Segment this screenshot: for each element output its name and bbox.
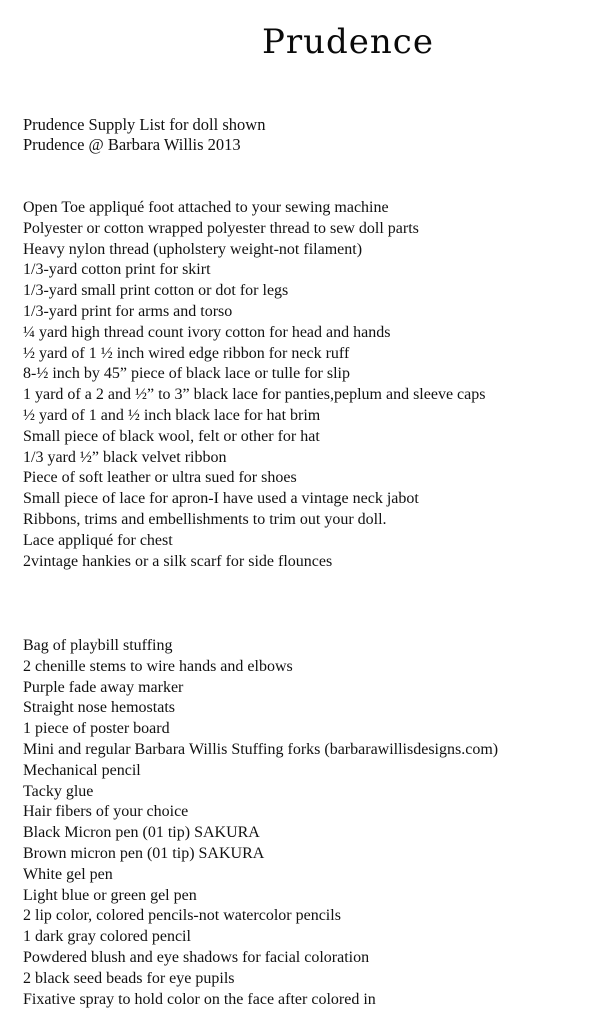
supply-item: ½ yard of 1 and ½ inch black lace for hat brim bbox=[23, 406, 321, 424]
supply-item: Bag of playbill stuffing bbox=[23, 637, 173, 654]
supply-item: Piece of soft leather or ultra sued for shoes bbox=[23, 469, 297, 487]
supply-item: 1 yard of a 2 and ½” to 3” black lace for panties,peplum and sleeve caps bbox=[23, 386, 486, 404]
supply-item: 2 lip color, colored pencils-not watercolor pencils bbox=[23, 907, 341, 925]
tool-supply-list bbox=[23, 636, 498, 1010]
supply-item: 8-½ inch by 45” piece of black lace or tulle for slip bbox=[23, 365, 350, 383]
supply-item: Mini and regular Barbara Willis Stuffing forks (barbarawillisdesigns.com) bbox=[23, 740, 499, 758]
header-line-copyright: Prudence @ Barbara Willis 2013 bbox=[23, 135, 241, 154]
supply-item: Mechanical pencil bbox=[23, 761, 141, 779]
supply-item: 2 black seed beads for eye pupils bbox=[23, 969, 235, 987]
supply-item: 1/3-yard print for arms and torso bbox=[23, 302, 233, 320]
supply-item: 2vintage hankies or a silk scarf for side flounces bbox=[23, 552, 333, 570]
supply-item: ¼ yard high thread count ivory cotton for head and hands bbox=[23, 323, 391, 341]
supply-item: 1 dark gray colored pencil bbox=[23, 928, 191, 946]
supply-item: Heavy nylon thread (upholstery weight-not filament) bbox=[23, 240, 363, 258]
supply-item: Black Micron pen (01 tip) SAKURA bbox=[23, 824, 260, 842]
document-title: Prudence bbox=[262, 22, 434, 62]
supply-item: Ribbons, trims and embellishments to trim out your doll. bbox=[23, 510, 387, 528]
supply-item: Light blue or green gel pen bbox=[23, 886, 197, 904]
supply-item: White gel pen bbox=[23, 865, 113, 883]
supply-item: Hair fibers of your choice bbox=[23, 803, 189, 821]
supply-item: 2 chenille stems to wire hands and elbows bbox=[23, 657, 293, 675]
supply-item: Open Toe appliqué foot attached to your sewing machine bbox=[23, 199, 389, 216]
supply-item: Straight nose hemostats bbox=[23, 699, 175, 717]
document-header bbox=[23, 115, 265, 155]
supply-item: 1 piece of poster board bbox=[23, 720, 170, 738]
supply-item: Lace appliqué for chest bbox=[23, 531, 173, 549]
supply-item: 1/3-yard small print cotton or dot for legs bbox=[23, 282, 289, 300]
supply-item: Purple fade away marker bbox=[23, 678, 184, 696]
supply-item: Brown micron pen (01 tip) SAKURA bbox=[23, 844, 265, 862]
supply-item: Polyester or cotton wrapped polyester thread to sew doll parts bbox=[23, 219, 419, 237]
supply-item: Powdered blush and eye shadows for facial coloration bbox=[23, 948, 370, 966]
supply-item: Small piece of black wool, felt or other for hat bbox=[23, 427, 320, 445]
supply-item: Tacky glue bbox=[23, 782, 94, 800]
header-line-supply-list: Prudence Supply List for doll shown bbox=[23, 115, 266, 134]
supply-item: 1/3 yard ½” black velvet ribbon bbox=[23, 448, 227, 466]
supply-item: Small piece of lace for apron-I have used a vintage neck jabot bbox=[23, 490, 419, 508]
fabric-supply-list bbox=[23, 198, 485, 572]
supply-item: ½ yard of 1 ½ inch wired edge ribbon for neck ruff bbox=[23, 344, 350, 362]
supply-item: Fixative spray to hold color on the face after colored in bbox=[23, 990, 376, 1008]
supply-item: 1/3-yard cotton print for skirt bbox=[23, 261, 211, 279]
